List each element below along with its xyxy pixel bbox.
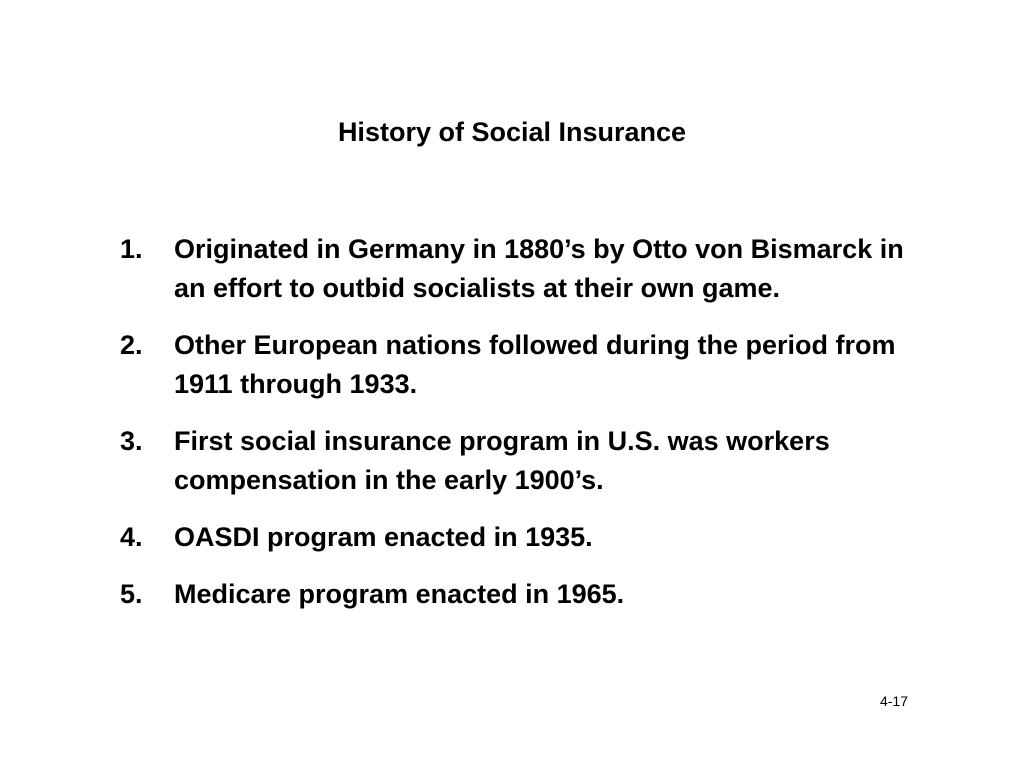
list-item xyxy=(120,230,910,308)
list-item-number: 5. xyxy=(120,579,143,609)
list-item-number: 2. xyxy=(120,330,143,360)
list-item-number: 3. xyxy=(120,426,143,456)
list-item-number: 1. xyxy=(120,234,143,264)
slide-title: History of Social Insurance xyxy=(337,117,687,147)
list-item-text: Originated in Germany in 1880’s by Otto von Bismarck in an effort to outbid socialists at their own game. xyxy=(174,234,904,303)
list-item-text: First social insurance program in U.S. was workers compensation in the early 1900’s. xyxy=(174,426,830,495)
list-item xyxy=(120,422,910,500)
list-item-text: Medicare program enacted in 1965. xyxy=(174,579,625,609)
page-number: 4-17 xyxy=(879,693,908,709)
list-item xyxy=(120,518,910,557)
list-item-number: 4. xyxy=(120,522,143,552)
list-item-text: OASDI program enacted in 1935. xyxy=(174,522,593,552)
list-item xyxy=(120,326,910,404)
list-item xyxy=(120,575,910,614)
numbered-list xyxy=(120,230,910,632)
list-item-text: Other European nations followed during the period from 1911 through 1933. xyxy=(174,330,896,399)
